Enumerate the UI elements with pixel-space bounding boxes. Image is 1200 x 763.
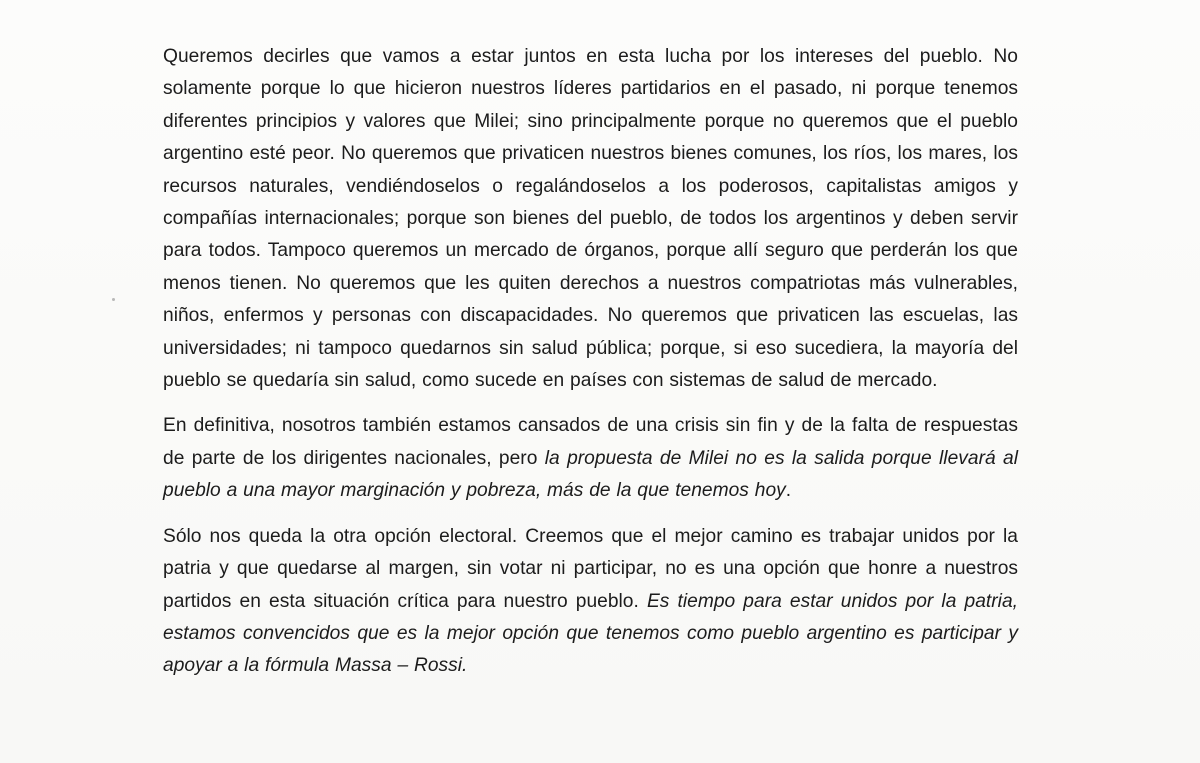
paragraph-1-text: Queremos decirles que vamos a estar juntos en esta lucha por los intereses del pueblo. No solamente porque lo que hicieron nuestros líderes partidarios en el pasado, ni porque tenemos diferentes principios y valores que Milei; sino principalmente porque no queremos que el pueblo argentino esté peor. No queremos que privaticen nuestros bienes comunes, los ríos, los mares, los recursos naturales, vendiéndoselos o regalándoselos a los poderosos, capitalistas amigos y compañías internacionales; porque son bienes del pueblo, de todos los argentinos y deben servir para todos. Tampoco queremos un mercado de órganos, porque allí seguro que perderán los que menos tienen. No queremos que les quiten derechos a nuestros compatriotas más vulnerables, niños, enfermos y personas con discapacidades. No queremos que privaticen las escuelas, las universidades; ni tampoco quedarnos sin salud pública; porque, si eso sucediera, la mayoría del pueblo se quedaría sin salud, como sucede en países con sistemas de salud de mercado. [163,46,1018,392]
paragraph-2-text: En definitiva, nosotros también estamos cansados de una crisis sin fin y de la falta de respuestas de parte de los dirigentes nacionales, pero [163,415,1018,469]
paragraph-2-italic-text: la propuesta de Milei no es la salida porque llevará al pueblo a una mayor marginación y pobreza, más de la que tenemos hoy [163,447,1018,502]
document-body [163,41,1018,683]
paragraph-3-text: Sólo nos queda la otra opción electoral. Creemos que el mejor camino es trabajar unidos por la patria y que quedarse al margen, sin votar ni participar, no es una opción que honre a nuestros partidos en esta situación crítica para nuestro pueblo. [163,525,1018,612]
scan-speck [112,298,115,301]
paragraph-3-italic-text: Es tiempo para estar unidos por la patria, estamos convencidos que es la mejor opción que tenemos como pueblo argentino es participar y apoyar a la fórmula Massa – Rossi. [163,590,1018,677]
paragraph-2-period: . [785,480,792,502]
paragraph-1 [163,41,1018,397]
paragraph-3 [163,521,1018,683]
paragraph-2 [163,410,1018,507]
